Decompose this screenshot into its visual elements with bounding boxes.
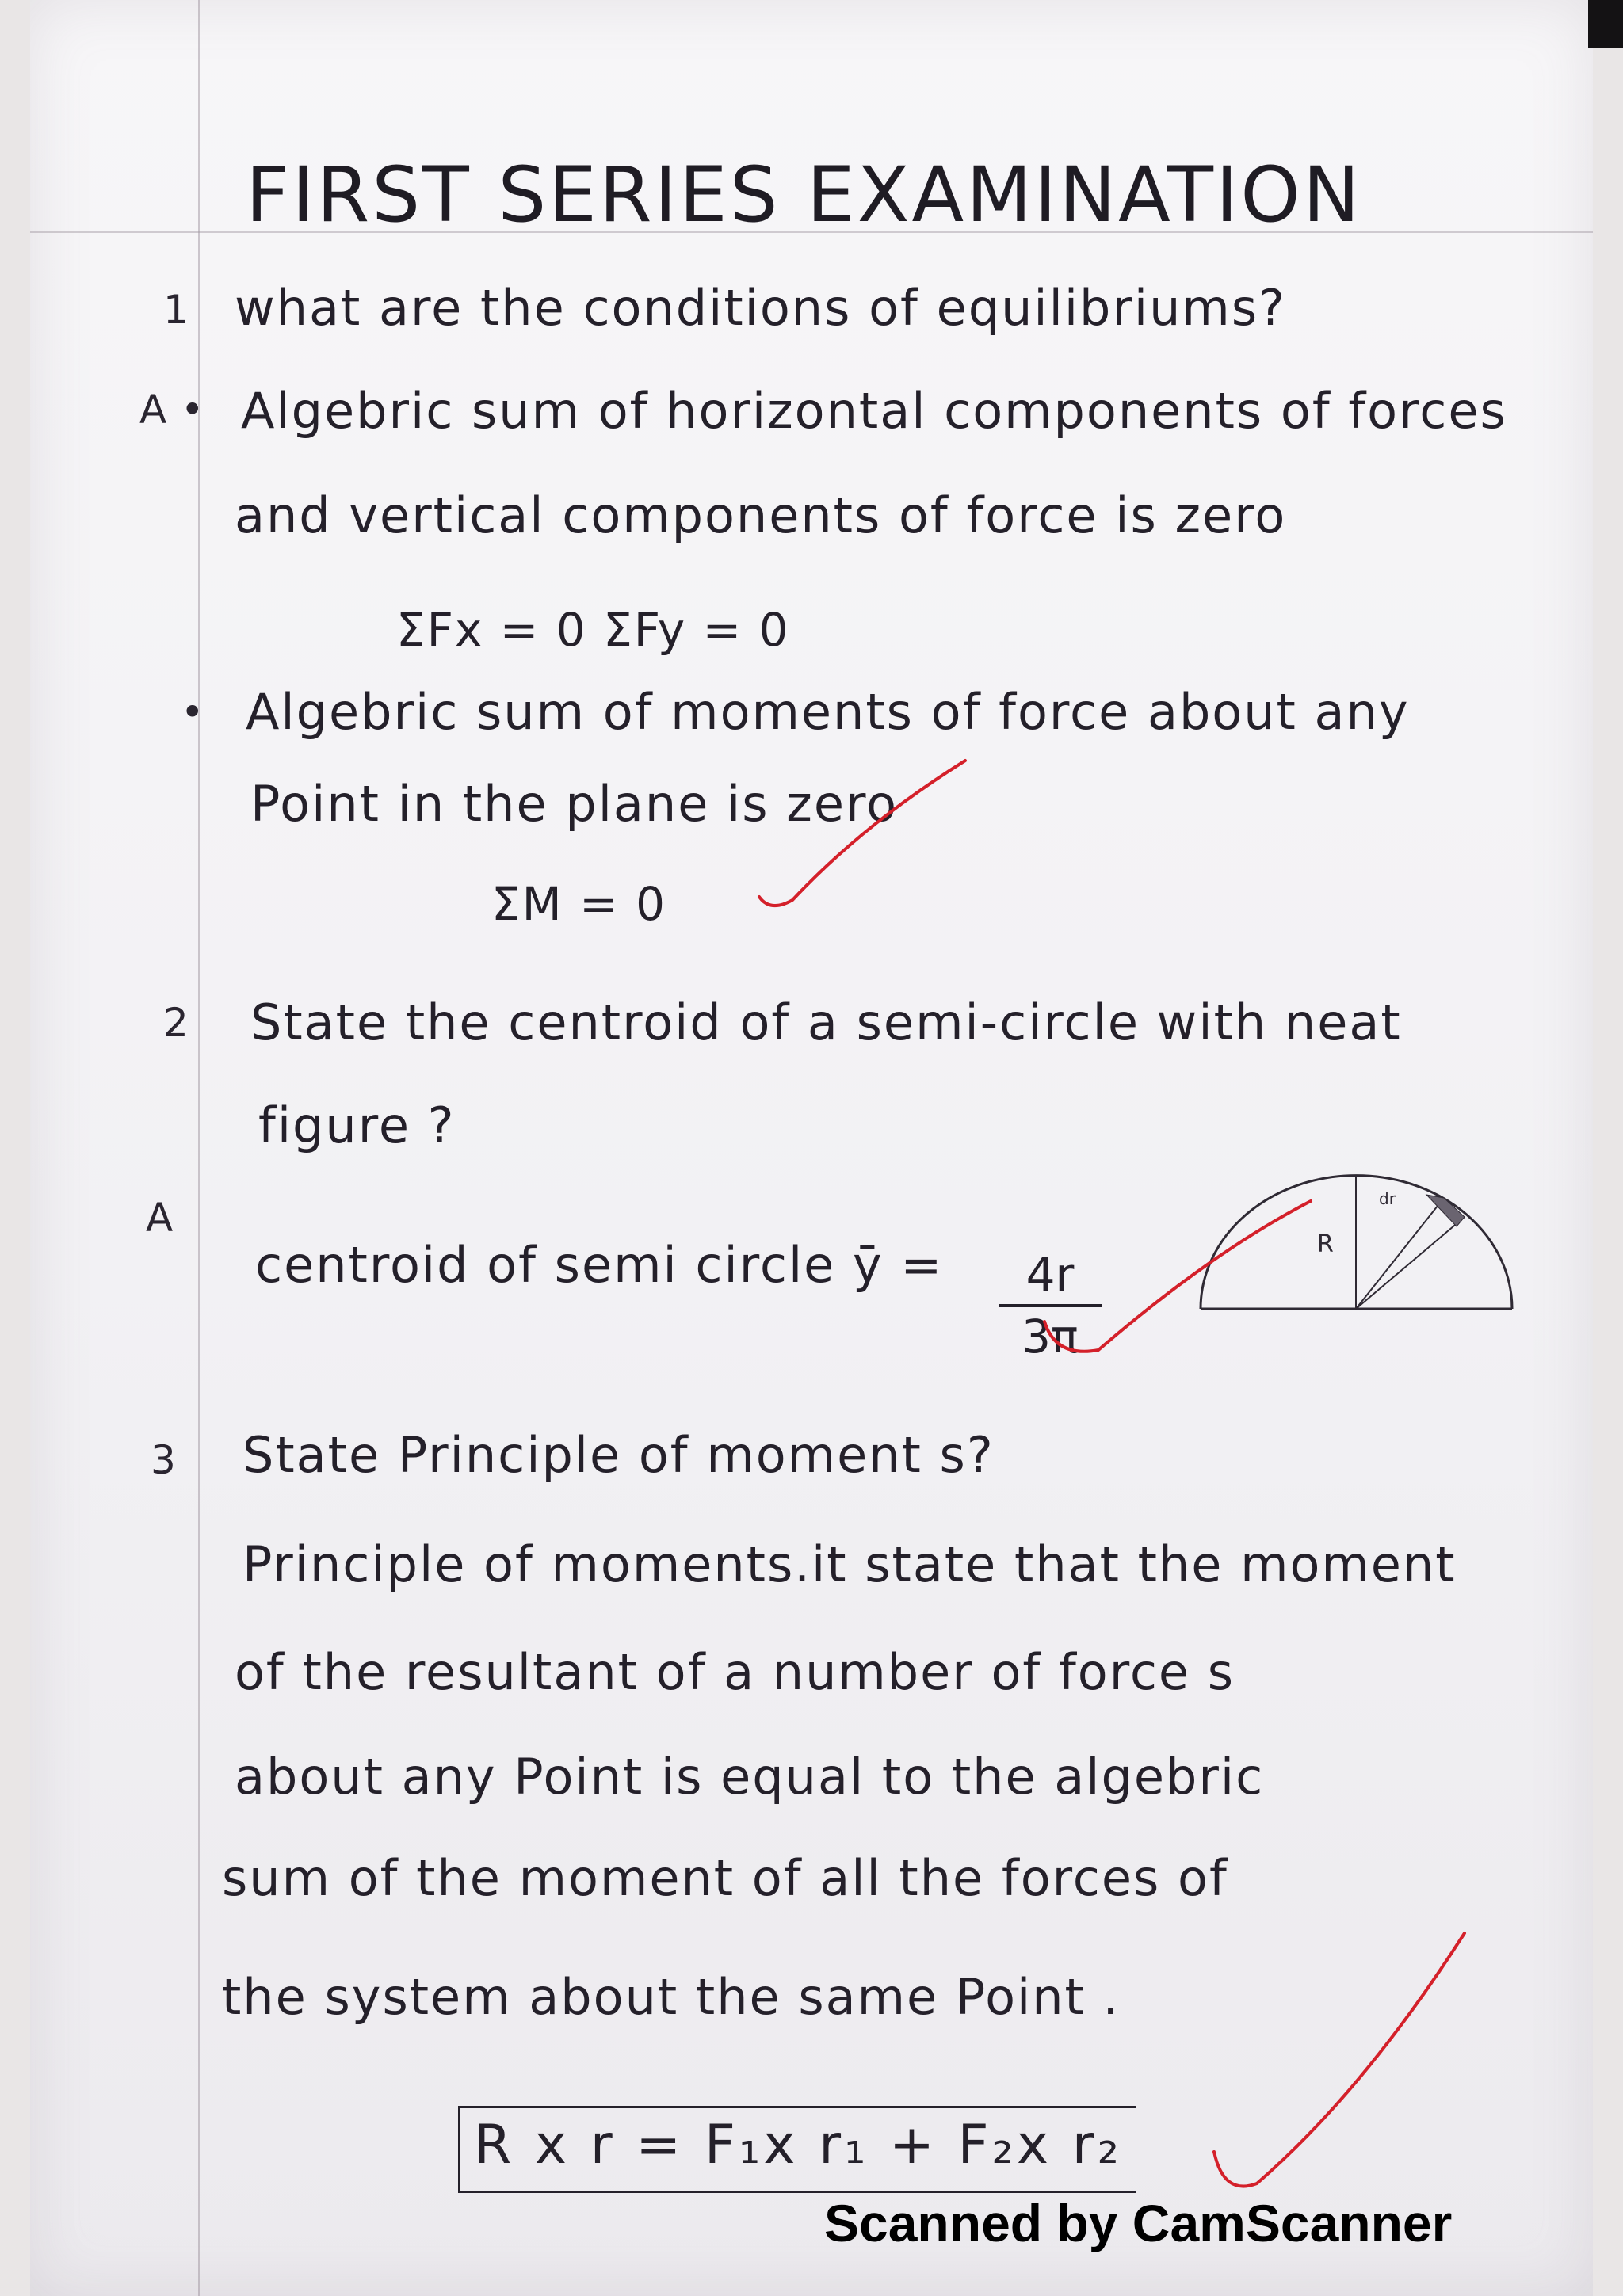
question-number: 3 xyxy=(151,1437,176,1483)
answer-marker: A xyxy=(146,1195,174,1241)
answer-marker: A xyxy=(139,387,167,433)
answer-line: Point in the plane is zero xyxy=(250,775,899,833)
answer-line: Algebric sum of horizontal components of forces xyxy=(241,382,1507,440)
check-mark-icon xyxy=(1214,1933,1465,2187)
moment-formula: ΣM = 0 xyxy=(491,877,667,931)
page-title: FIRST SERIES EXAMINATION xyxy=(246,151,1362,239)
check-marks xyxy=(759,761,1465,2187)
check-mark-icon xyxy=(759,761,965,906)
element-edge xyxy=(1356,1217,1465,1309)
scanner-watermark: Scanned by CamScanner xyxy=(824,2194,1453,2252)
answer-line: Algebric sum of moments of force about any xyxy=(246,683,1410,741)
question-text: figure ? xyxy=(258,1097,456,1154)
element-edge xyxy=(1356,1198,1444,1309)
check-mark-icon xyxy=(1044,1201,1311,1352)
bullet: • xyxy=(181,387,204,433)
figure-label-radius: R xyxy=(1317,1230,1334,1258)
answer-line: centroid of semi circle ȳ = xyxy=(255,1236,944,1294)
fraction-numerator: 4r xyxy=(1025,1248,1075,1302)
answer-line: of the resultant of a number of force s xyxy=(235,1643,1235,1701)
answer-line: sum of the moment of all the forces of xyxy=(222,1849,1228,1907)
answer-line: and vertical components of force is zero xyxy=(235,486,1287,544)
moment-principle-formula: R x r = F₁x r₁ + F₂x r₂ xyxy=(474,2114,1122,2176)
question-number: 1 xyxy=(163,287,189,333)
question-text: State Principle of moment s? xyxy=(242,1426,995,1484)
answer-line: about any Point is equal to the algebric xyxy=(235,1748,1265,1806)
equilibrium-force-formula: ΣFx = 0 ΣFy = 0 xyxy=(396,603,790,657)
figure-label-element: dr xyxy=(1379,1189,1396,1208)
answer-line: Principle of moments.it state that the moment xyxy=(242,1535,1457,1593)
fraction-denominator: 3π xyxy=(1022,1310,1079,1363)
bullet: • xyxy=(181,689,204,735)
question-text: what are the conditions of equilibriums? xyxy=(235,279,1287,337)
answer-line: the system about the same Point . xyxy=(222,1968,1121,2026)
question-number: 2 xyxy=(163,1000,189,1046)
hatched-element xyxy=(1426,1195,1465,1226)
question-text: State the centroid of a semi-circle with neat xyxy=(250,994,1402,1051)
semicircle-figure xyxy=(1201,1176,1512,1309)
